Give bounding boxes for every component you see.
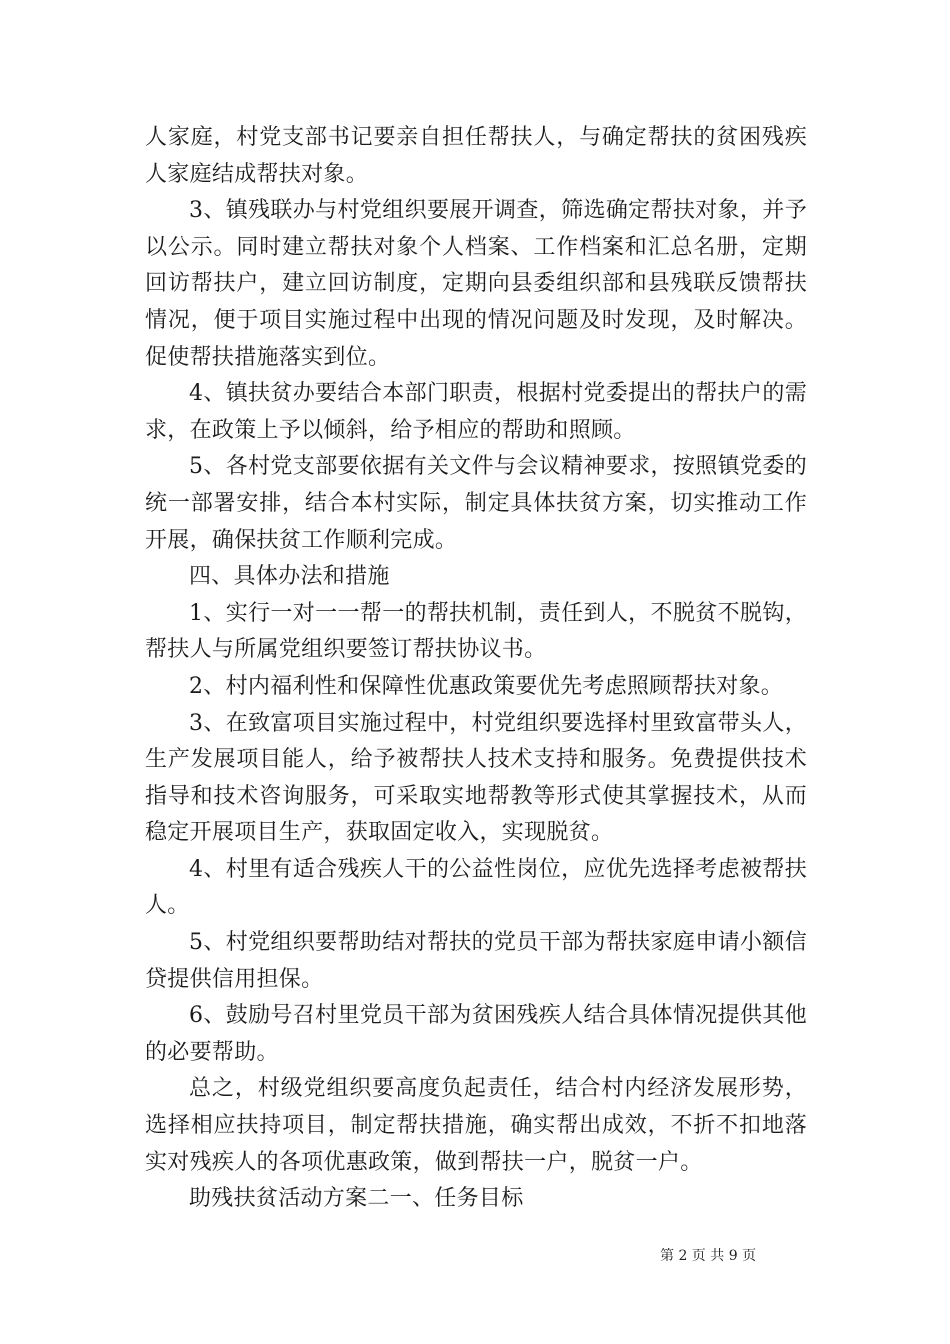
page-number: 第 2 页 共 9 页 [660, 1248, 757, 1264]
section-heading: 助残扶贫活动方案二一、任务目标 [189, 1186, 524, 1212]
paragraph: 2、村内福利性和保障性优惠政策要优先考虑照顾帮扶对象。 [189, 673, 784, 699]
paragraph: 4、村里有适合残疾人干的公益性岗位，应优先选择考虑被帮扶人。 [145, 856, 807, 919]
paragraph: 1、实行一对一一帮一的帮扶机制，责任到人，不脱贫不脱钩，帮扶人与所属党组织要签订帮扶协议书。 [145, 600, 807, 663]
document-body [145, 120, 807, 1218]
paragraph: 5、各村党支部要依据有关文件与会议精神要求，按照镇党委的统一部署安排，结合本村实际，制定具体扶贫方案，切实推动工作开展，确保扶贫工作顺利完成。 [145, 454, 807, 553]
paragraph: 3、在致富项目实施过程中，村党组织要选择村里致富带头人，生产发展项目能人，给予被帮扶人技术支持和服务。免费提供技术指导和技术咨询服务，可采取实地帮教等形式使其掌握技术，从而稳定开展项目生产，获取固定收入，实现脱贫。 [145, 710, 807, 846]
paragraph: 4、镇扶贫办要结合本部门职责，根据村党委提出的帮扶户的需求，在政策上予以倾斜，给予相应的帮助和照顾。 [145, 381, 807, 443]
paragraph: 6、鼓励号召村里党员干部为贫困残疾人结合具体情况提供其他的必要帮助。 [145, 1003, 807, 1065]
paragraph: 人家庭，村党支部书记要亲自担任帮扶人，与确定帮扶的贫困残疾人家庭结成帮扶对象。 [145, 125, 807, 187]
paragraph: 3、镇残联办与村党组织要展开调查，筛选确定帮扶对象，并予以公示。同时建立帮扶对象个人档案、工作档案和汇总名册，定期回访帮扶户，建立回访制度，定期向县委组织部和县残联反馈帮扶情况，便于项目实施过程中出现的情况问题及时发现，及时解决。促使帮扶措施落实到位。 [145, 198, 807, 370]
section-heading: 四、具体办法和措施 [189, 564, 390, 590]
paragraph: 总之，村级党组织要高度负起责任，结合村内经济发展形势，选择相应扶持项目，制定帮扶措施，确实帮出成效，不折不扣地落实对残疾人的各项优惠政策，做到帮扶一户，脱贫一户。 [145, 1076, 807, 1175]
paragraph: 5、村党组织要帮助结对帮扶的党员干部为帮扶家庭申请小额信贷提供信用担保。 [145, 930, 807, 992]
